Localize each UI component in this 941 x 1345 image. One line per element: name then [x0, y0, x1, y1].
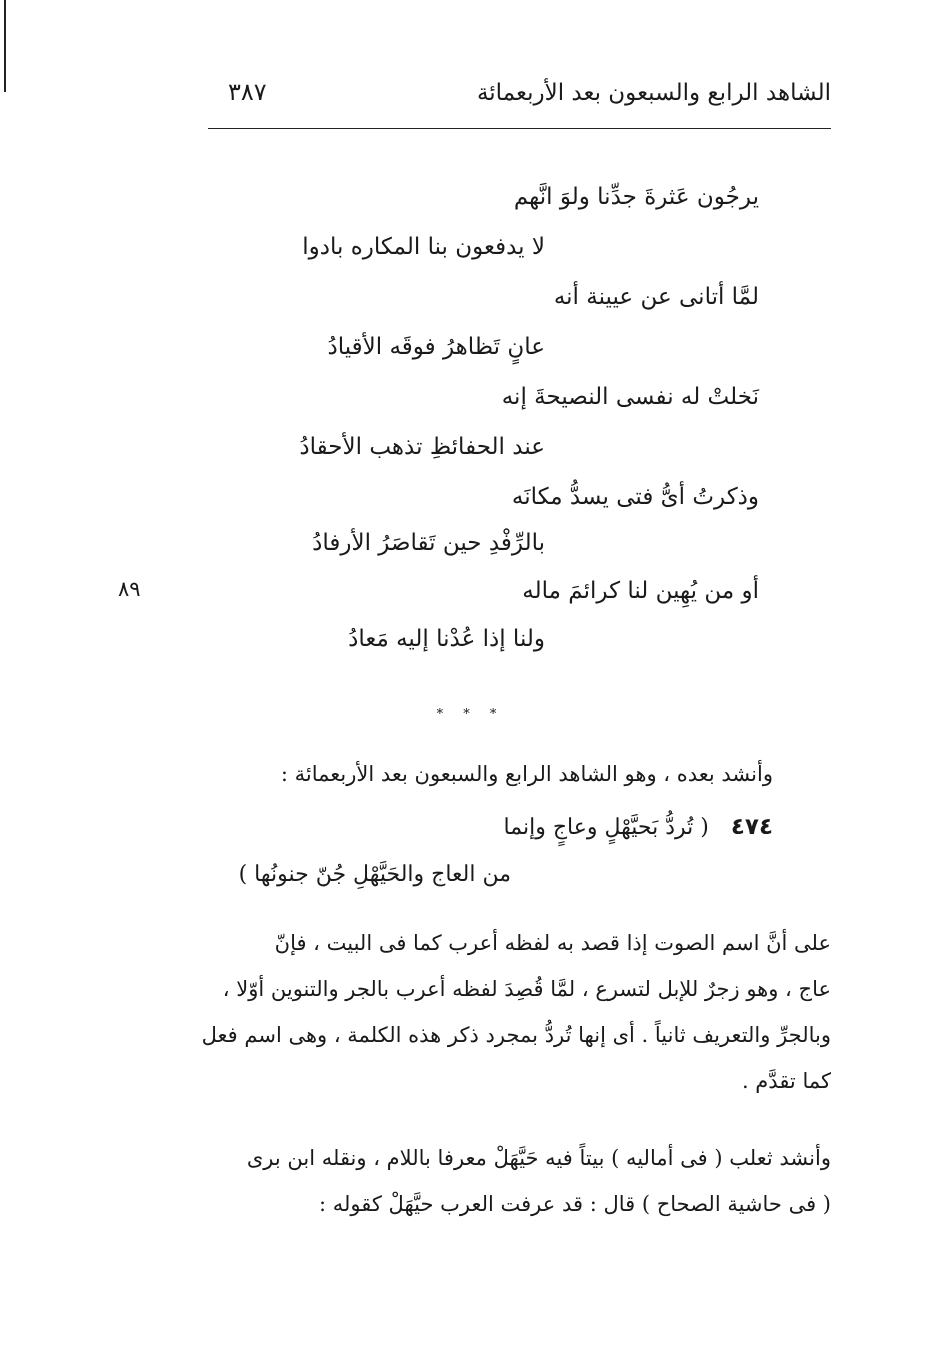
entry-verse-line-2: من العاج والحَيَّهْلِ جُنّ جنونُها ): [238, 862, 511, 887]
page-edge-line: [4, 0, 6, 92]
poem-line: أو من يُهِين لنا كرائمَ ماله: [522, 578, 759, 604]
page-number: ٣٨٧: [228, 78, 267, 106]
paragraph-line: وبالجرِّ والتعريف ثانياً . أى إنها تُردُّ بمجرد ذكر هذه الكلمة ، وهى اسم فعل: [201, 1023, 831, 1047]
entry-verse-line-1: [504, 814, 773, 840]
paragraph-line: عاج ، وهو زجرٌ للإبل لتسرع ، لمَّا قُصِدَ لفظه أعرب بالجر والتنوين أوّلا ،: [222, 977, 831, 1001]
poem-line: يرجُون عَثرةَ جدِّنا ولوَ انَّهم: [513, 184, 759, 210]
poem-line: لمَّا أتانى عن عيينة أنه: [553, 284, 759, 310]
commentary-paragraph: [181, 1135, 831, 1227]
poem-line: عانٍ تَظاهرُ فوقَه الأقيادُ: [327, 334, 545, 360]
paragraph-line: ( فى حاشية الصحاح ) قال : قد عرفت العرب حيَّهَلْ كقوله :: [319, 1192, 831, 1216]
entry-number: ٤٧٤: [730, 814, 773, 840]
poem-line: ولنا إذا عُدْنا إليه مَعادُ: [348, 626, 545, 652]
paragraph-line: كما تقدَّم .: [741, 1069, 831, 1093]
poem-line: بالرِّفْدِ حين تَقاصَرُ الأرفادُ: [312, 530, 545, 556]
paragraph-line: على أنَّ اسم الصوت إذا قصد به لفظه أعرب كما فى البيت ، فإنّ: [274, 931, 831, 955]
commentary-paragraph: [181, 920, 831, 1104]
running-header-title: الشاهد الرابع والسبعون بعد الأربعمائة: [476, 80, 831, 106]
header-rule: [208, 128, 831, 129]
intro-text: وأنشد بعده ، وهو الشاهد الرابع والسبعون بعد الأربعمائة :: [280, 762, 773, 786]
paragraph-line: وأنشد ثعلب ( فى أماليه ) بيتاً فيه حَيَّهَلْ معرفا باللام ، ونقله ابن برى: [246, 1146, 831, 1170]
poem-line: لا يدفعون بنا المكاره بادوا: [302, 234, 545, 260]
poem-line: نَخلتْ له نفسى النصيحةَ إنه: [501, 384, 759, 410]
poem-line: وذكرتُ أىُّ فتى يسدُّ مكانَه: [511, 484, 759, 510]
section-separator: * * *: [436, 707, 505, 722]
entry-line1-text: ( تُردُّ بَحيَّهْلٍ وعاجٍ وإنما: [503, 815, 709, 840]
poem-line: عند الحفائظِ تذهب الأحقادُ: [299, 434, 545, 460]
margin-number: ٨٩: [118, 577, 141, 601]
